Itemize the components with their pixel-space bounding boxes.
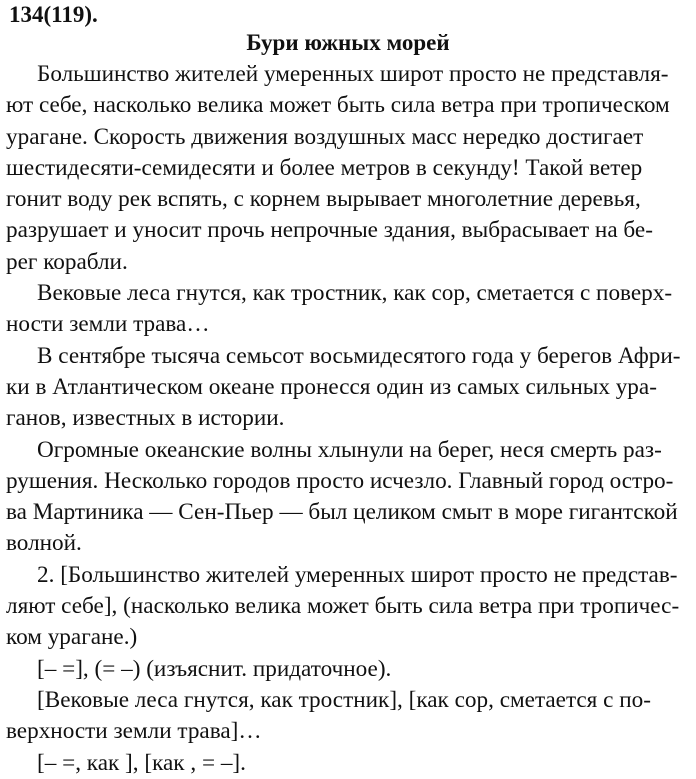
text-line: урагане. Скорость движения воздушных масс нередко достигает xyxy=(6,123,644,150)
text-line: ва Мартиника — Сен-Пьер — был целиком смыт в море гигантской xyxy=(6,499,678,526)
analysis-line: ком урагане.) xyxy=(6,624,138,651)
sentence-scheme: [– =], (= –) (изъяснит. придаточное). xyxy=(37,655,392,682)
text-line: ганов, известных в истории. xyxy=(6,405,285,432)
analysis-line: ляют себе], (насколько велика может быть сила ветра при тропичес- xyxy=(6,593,680,620)
exercise-text xyxy=(6,59,686,779)
analysis-line: 2. [Большинство жителей умеренных широт просто не представ- xyxy=(37,561,678,588)
text-line: В сентябре тысяча семьсот восьмидесятого года у берегов Афри- xyxy=(37,342,681,369)
analysis-line: [Вековые леса гнутся, как тростник], [как сор, сметается с по- xyxy=(37,686,651,713)
text-line: волной. xyxy=(6,530,82,557)
text-line: гонит воду рек вспять, с корнем вырывает многолетние деревья, xyxy=(6,186,641,213)
text-line: шестидесяти-семидесяти и более метров в секунду! Такой ветер xyxy=(6,154,643,181)
line-content: Большинство жителей умеренных широт просто не представля- xyxy=(37,61,669,87)
text-title: Бури южных морей xyxy=(246,30,450,55)
sentence-scheme: [– =, как ], [как , = –]. xyxy=(37,749,246,776)
text-line: ки в Атлантическом океане пронесся один из самых сильных ура- xyxy=(6,373,657,400)
text-line: рег корабли. xyxy=(6,248,128,275)
text-line: рушения. Несколько городов просто исчезло. Главный город остро- xyxy=(6,467,674,494)
exercise-number: 134(119). xyxy=(9,2,98,27)
text-line: Вековые леса гнутся, как тростник, как сор, сметается с поверх- xyxy=(37,280,673,307)
text-line: ности земли трава… xyxy=(6,311,210,338)
analysis-line: верхности земли трава]… xyxy=(6,718,262,745)
text-line xyxy=(6,59,686,90)
text-line: разрушает и уносит прочь непрочные здания, выбрасывает на бе- xyxy=(6,217,653,244)
text-line: Огромные океанские волны хлынули на берег, неся смерть раз- xyxy=(37,436,662,463)
text-line: ют себе, насколько велика может быть сила ветра при тропическом xyxy=(6,92,670,119)
